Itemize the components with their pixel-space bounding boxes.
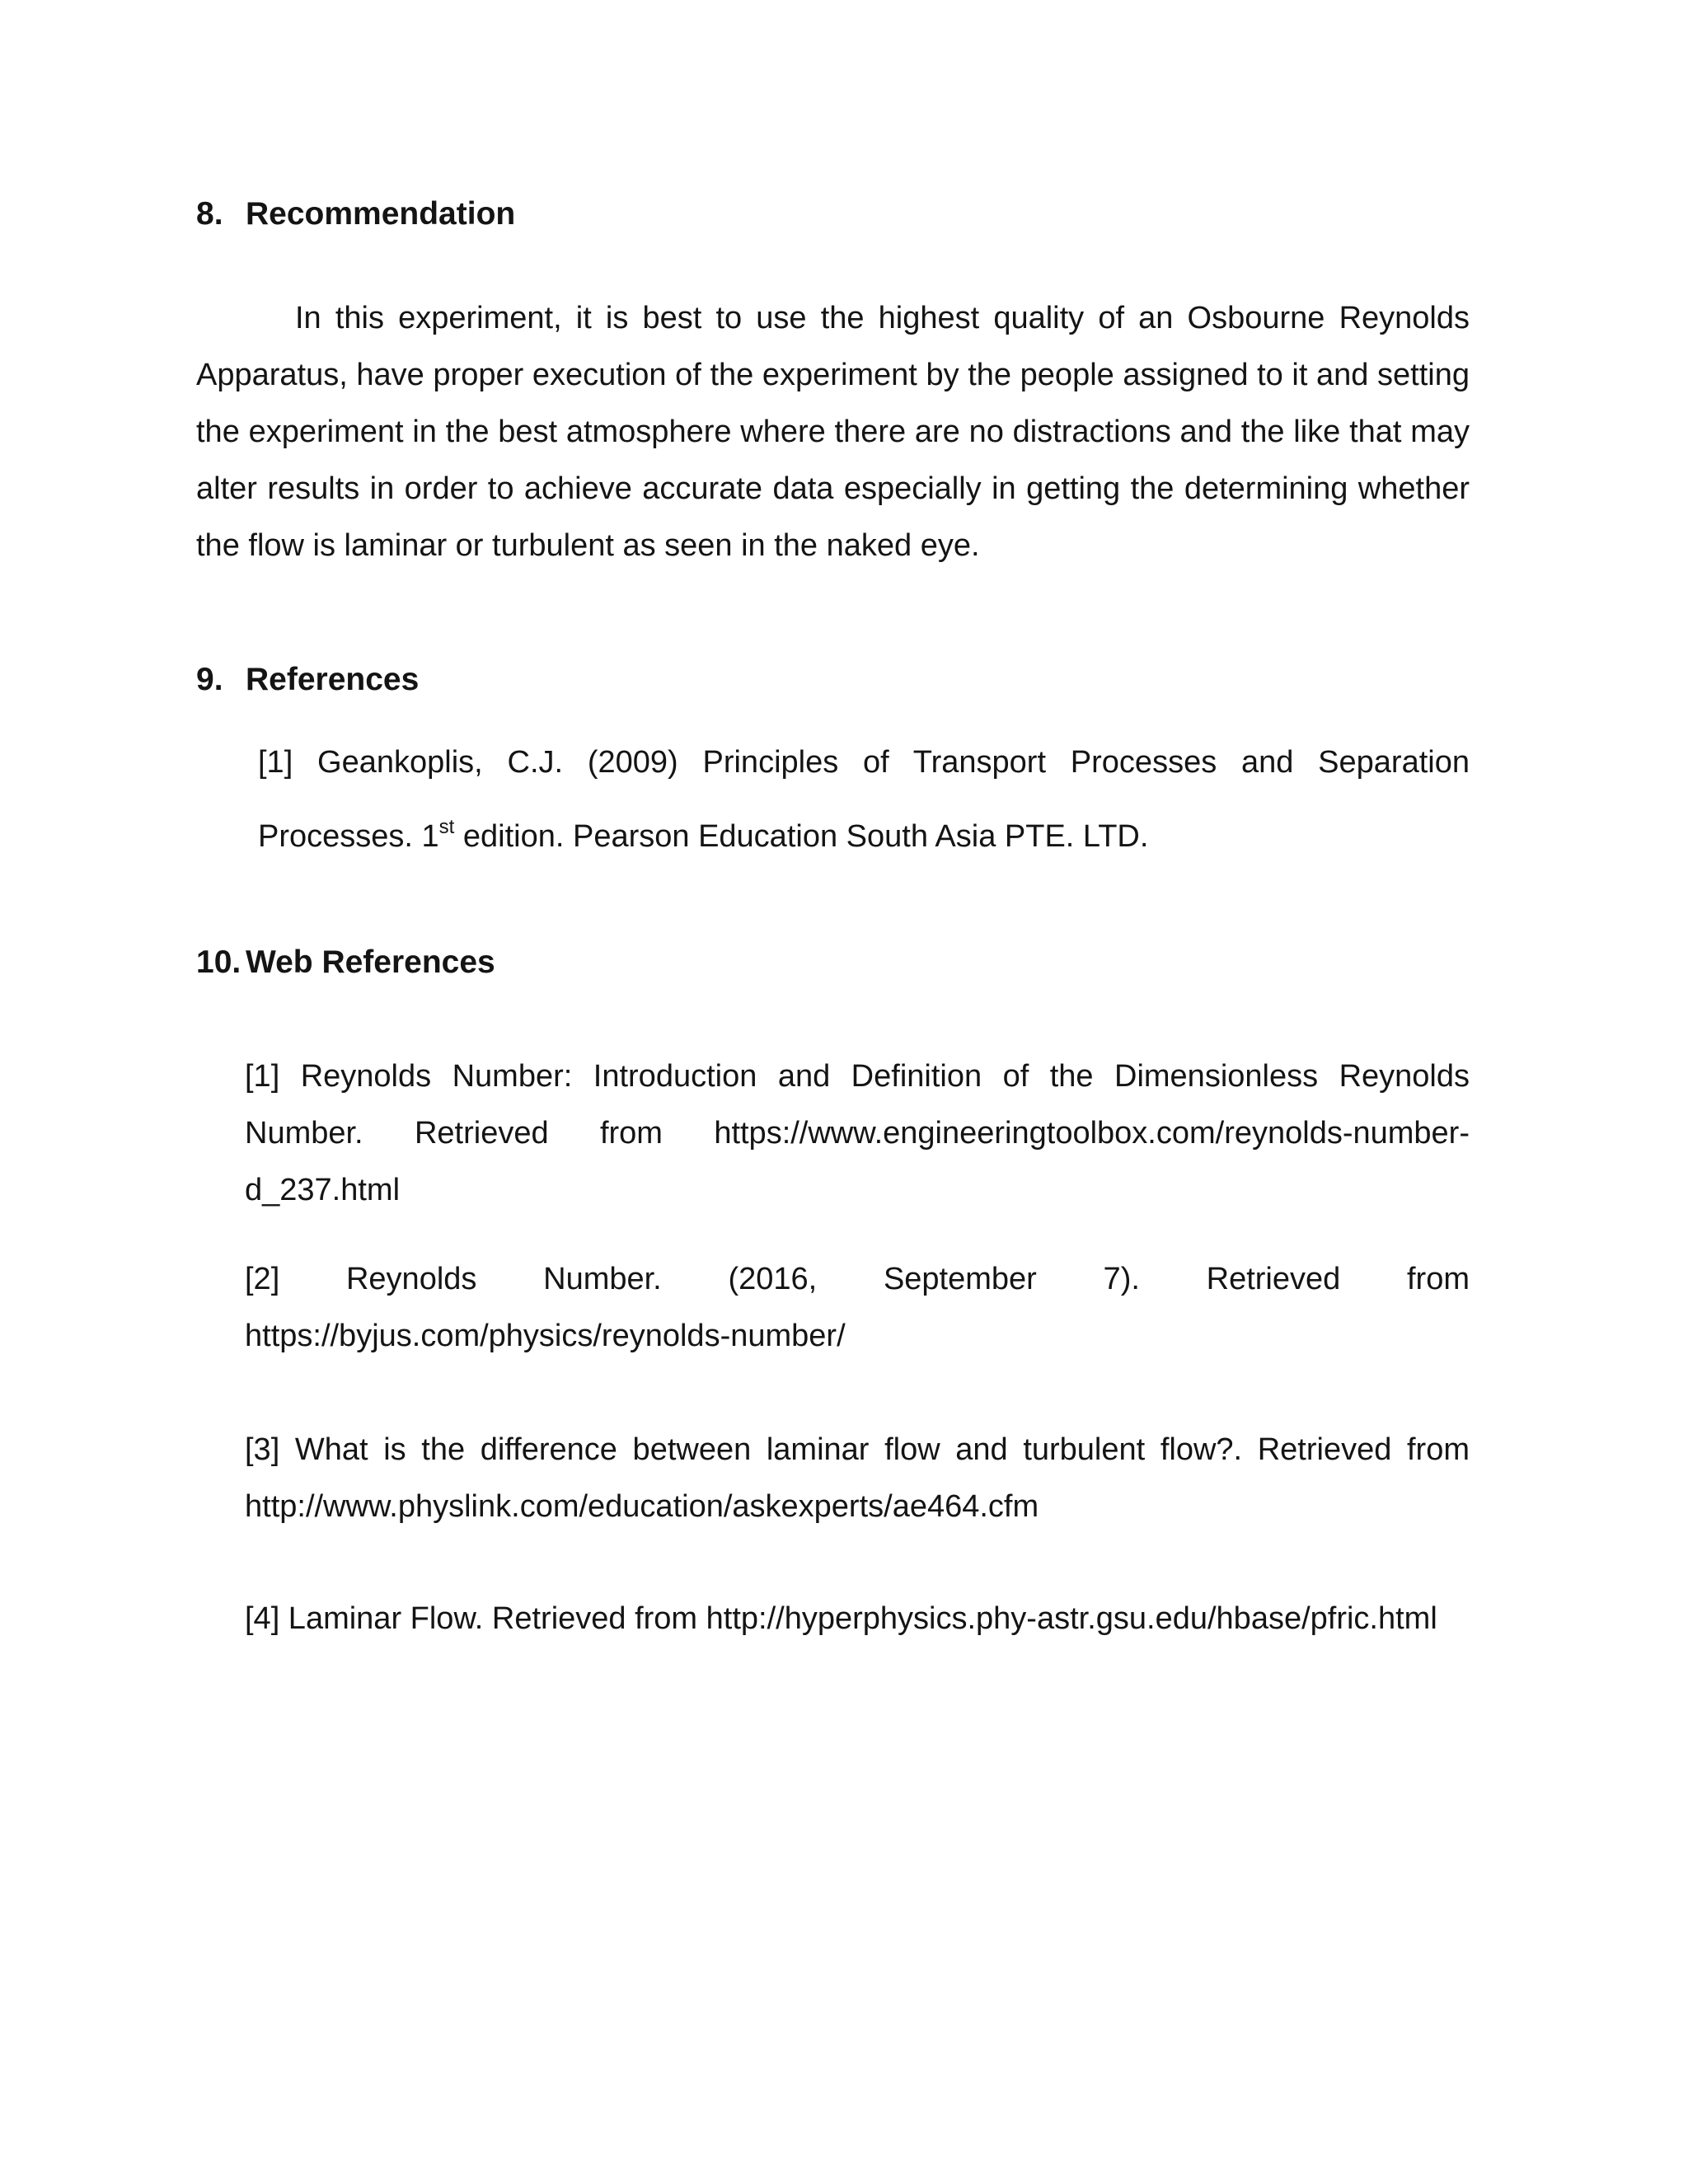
web-reference-2-text: [2] Reynolds Number. (2016, September 7). Retrieved from bbox=[245, 1262, 1470, 1296]
section-8-title: Recommendation bbox=[246, 196, 516, 232]
web-reference-1 bbox=[245, 1048, 1470, 1219]
reference-1-text: [1] Geankoplis, C.J. (2009) Principles of Transport Processes and Separation Processes. 1 bbox=[258, 745, 1470, 854]
section-9-number: 9. bbox=[196, 662, 223, 697]
web-reference-3-text: [3] What is the difference between laminar flow and turbulent flow?. Retrieved from bbox=[245, 1432, 1470, 1467]
reference-1 bbox=[258, 725, 1470, 874]
web-reference-3 bbox=[245, 1422, 1470, 1535]
web-reference-4 bbox=[245, 1591, 1470, 1647]
section-10-heading bbox=[196, 944, 495, 981]
section-8-heading bbox=[196, 196, 515, 232]
web-reference-1-text: [1] Reynolds Number: Introduction and Definition of the Dimensionless Reynolds Number. Retrieved from bbox=[245, 1059, 1470, 1151]
section-9-heading bbox=[196, 662, 419, 698]
web-reference-4-text: [4] Laminar Flow. Retrieved from bbox=[245, 1601, 706, 1636]
section-10-title: Web References bbox=[246, 944, 495, 980]
web-reference-1-link[interactable]: https://www.engineeringtoolbox.com/reynolds-number-d_237.html bbox=[245, 1116, 1470, 1207]
reference-1-superscript: st bbox=[438, 816, 455, 838]
web-reference-2 bbox=[245, 1251, 1470, 1365]
section-10-number: 10. bbox=[196, 944, 241, 980]
web-reference-4-link[interactable]: http://hyperphysics.phy-astr.gsu.edu/hbase/pfric.html bbox=[706, 1601, 1437, 1636]
section-9-title: References bbox=[246, 662, 420, 697]
web-reference-3-link[interactable]: http://www.physlink.com/education/askexperts/ae464.cfm bbox=[245, 1489, 1039, 1524]
recommendation-paragraph: In this experiment, it is best to use the highest quality of an Osbourne Reynolds Apparatus, have proper execution of the experiment by the people assigned to it and setting the experiment in the best atmosphere where there are no distractions and the like that may alter results in order to achieve accurate data especially in getting the determining whether the flow is laminar or turbulent as seen in the naked eye. bbox=[196, 301, 1470, 563]
section-8-number: 8. bbox=[196, 196, 223, 232]
reference-1-text-after: edition. Pearson Education South Asia PTE. LTD. bbox=[454, 819, 1149, 854]
web-reference-2-link[interactable]: https://byjus.com/physics/reynolds-number/ bbox=[245, 1319, 846, 1353]
